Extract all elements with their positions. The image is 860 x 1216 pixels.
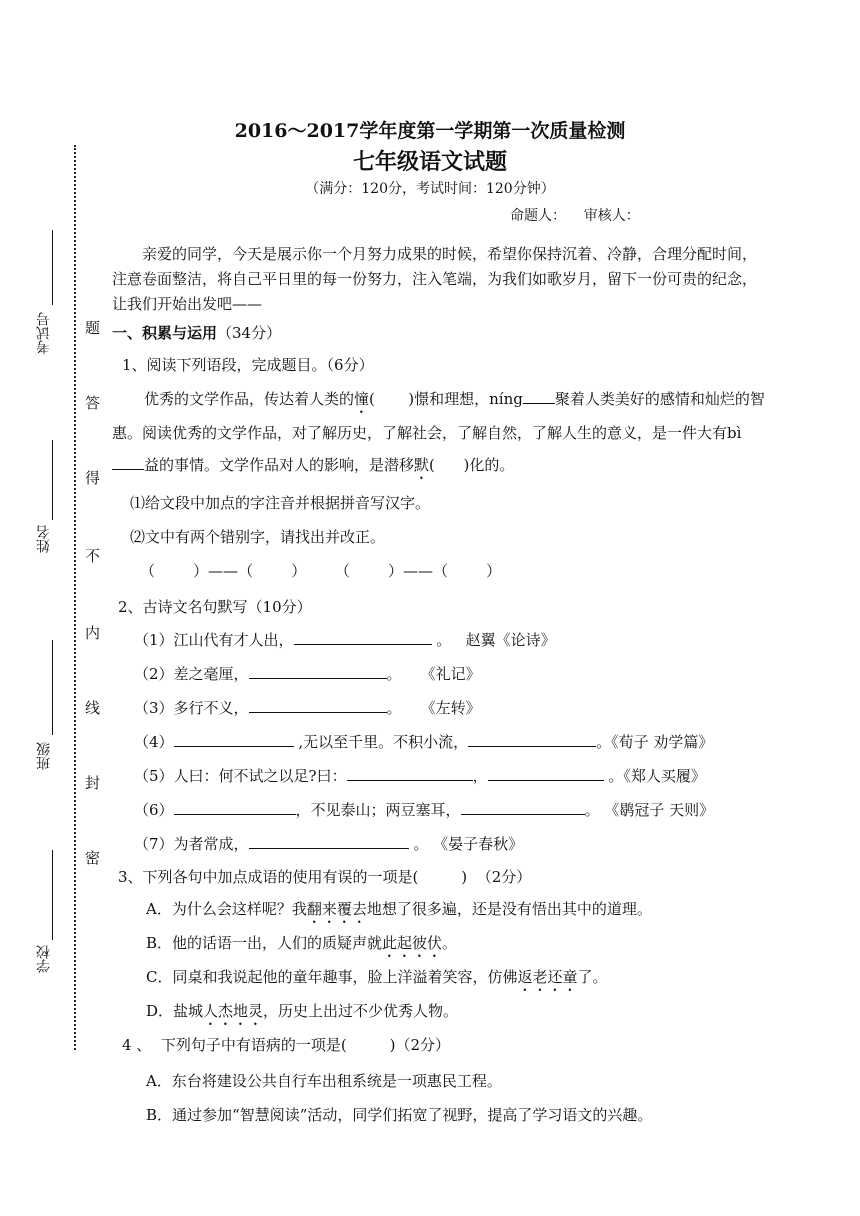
poem-text: （6） <box>134 801 174 819</box>
poem-text: 。《荀子 劝学篇》 <box>596 733 714 751</box>
poem-text: ,无以至千里。不积小流， <box>293 733 469 751</box>
class-line <box>52 640 53 735</box>
question-3-stem: 3、下列各句中加点成语的使用有误的一项是( ) （2分） <box>118 868 532 886</box>
option-text: ，历史上出过不少优秀人物。 <box>263 1002 459 1020</box>
name-label: 姓名 <box>36 525 52 553</box>
seal-char: 内 <box>83 625 101 640</box>
seal-char: 得 <box>83 470 101 485</box>
poem-blank[interactable] <box>488 764 604 781</box>
section-heading <box>112 322 281 343</box>
seal-char: 不 <box>83 548 101 563</box>
school-label: 学校 <box>36 945 52 973</box>
seal-char: 密 <box>83 850 101 865</box>
poem-item <box>134 832 523 854</box>
poem-blank[interactable] <box>174 798 296 815</box>
poem-text: 。 《鹖冠子 天则》 <box>584 801 715 819</box>
option-text: 了。 <box>577 968 608 986</box>
poem-item <box>134 798 714 820</box>
option-c[interactable] <box>146 966 608 995</box>
option-d[interactable] <box>146 1000 458 1029</box>
section-score: （34分） <box>217 324 282 342</box>
passage-text: 益的事情。文学作品对人的影响，是潜移 <box>144 456 415 474</box>
poem-text: ， <box>472 767 488 785</box>
seal-char: 封 <box>83 775 101 790</box>
exam-number-line <box>52 230 53 305</box>
poem-blank[interactable] <box>249 662 387 679</box>
answer-blank[interactable] <box>523 389 555 404</box>
passage-text: 优秀的文学作品，传达着人类的 <box>144 390 355 408</box>
option-a[interactable] <box>146 898 652 927</box>
class-label: 班级 <box>36 742 52 770</box>
poem-item <box>134 628 556 650</box>
question-1-sub1: ⑴给文段中加点的字注音并根据拼音写汉字。 <box>130 494 431 512</box>
option-a[interactable]: A．东台将建设公共自行车出租系统是一项惠民工程。 <box>146 1072 502 1090</box>
exam-title: 2016～2017学年度第一学期第一次质量检测 <box>234 120 626 142</box>
option-text: B．他的话语一出，人们的质疑声就 <box>146 934 383 952</box>
passage-text: 聚着人类美好的感情和灿烂的智惠。阅读优秀的文学作品，对了解历史，了解社会，了解自然，了解人生的意义，是一件大有bì <box>112 390 765 442</box>
passage-text: ( )化的。 <box>429 456 515 474</box>
section-title: 一、积累与运用 <box>112 324 218 342</box>
poem-text: 。 《礼记》 <box>386 665 481 683</box>
dotted-idiom: 翻来覆去 <box>306 900 367 918</box>
authors-line: 命题人： 审核人： <box>510 208 640 224</box>
option-text: 地想了很多遍，还是没有悟出其中的道理。 <box>366 900 652 918</box>
option-b[interactable] <box>146 932 457 961</box>
poem-text: ，不见泰山；两豆塞耳， <box>295 801 461 819</box>
seal-char: 线 <box>83 700 101 715</box>
dotted-idiom: 返老还童 <box>517 968 578 986</box>
school-line <box>52 850 53 940</box>
dotted-char: 默 <box>414 456 430 474</box>
seal-char: 题 <box>83 320 101 335</box>
option-text: C．同桌和我说起他的童年趣事，脸上洋溢着笑容，仿佛 <box>146 968 518 986</box>
poem-blank[interactable] <box>249 696 387 713</box>
intro-paragraph: 亲爱的同学，今天是展示你一个月努力成果的时候，希望你保持沉着、冷静，合理分配时间，注意卷面整洁，将自己平日里的每一份努力，注入笔端，为我们如歌岁月，留下一份可贵的纪念，让我们开始出发吧—— <box>112 245 758 313</box>
passage-text: ( )憬和理想，níng <box>369 390 523 408</box>
poem-text: 。 赵翼《论诗》 <box>431 631 556 649</box>
question-1-answer-line[interactable]: （ ）——（ ） （ ）——（ ） <box>140 562 502 580</box>
poem-text: （4） <box>134 733 174 751</box>
poem-blank[interactable] <box>294 628 432 645</box>
poem-blank[interactable] <box>347 764 473 781</box>
name-line <box>52 440 53 520</box>
binding-dotted-line <box>74 145 76 1050</box>
exam-number-label: 考试号 <box>36 312 52 354</box>
exam-info: （满分：120分，考试时间：120分钟） <box>305 181 555 197</box>
option-b[interactable]: B．通过参加“智慧阅读”活动，同学们拓宽了视野，提高了学习语文的兴趣。 <box>146 1106 653 1124</box>
poem-text: 。《郑人买履》 <box>603 767 706 785</box>
dotted-char: 憧 <box>354 390 370 408</box>
question-1-passage <box>112 383 768 483</box>
seal-char: 答 <box>83 395 101 410</box>
poem-text: 。 《晏子春秋》 <box>408 835 524 853</box>
question-2-stem: 2、古诗文名句默写（10分） <box>118 598 312 616</box>
poem-text: （1）江山代有才人出， <box>134 631 294 649</box>
poem-text: （2）差之毫厘， <box>134 665 249 683</box>
question-4-stem: 4 、 下列句子中有语病的一项是( )（2分） <box>122 1036 451 1054</box>
poem-blank[interactable] <box>461 798 585 815</box>
question-1-sub2: ⑵文中有两个错别字，请找出并改正。 <box>130 528 386 546</box>
dotted-idiom: 人杰地灵 <box>203 1002 264 1020</box>
question-1-stem: 1、阅读下列语段，完成题目。（6分） <box>122 356 374 374</box>
poem-item <box>134 764 706 786</box>
poem-item <box>134 730 713 752</box>
option-text: A．为什么会这样呢？我 <box>146 900 307 918</box>
option-text: D．盐城 <box>146 1002 204 1020</box>
poem-text: （5）人曰：何不试之以足?曰： <box>134 767 347 785</box>
poem-item <box>134 696 481 718</box>
poem-text: 。 《左转》 <box>386 699 481 717</box>
poem-text: （7）为者常成， <box>134 835 249 853</box>
poem-item <box>134 662 481 684</box>
answer-blank[interactable] <box>112 455 144 470</box>
exam-subject-title: 七年级语文试题 <box>352 149 507 175</box>
option-text: 。 <box>442 934 458 952</box>
dotted-idiom: 此起彼伏 <box>382 934 443 952</box>
poem-blank[interactable] <box>249 832 409 849</box>
poem-blank[interactable] <box>174 730 294 747</box>
poem-blank[interactable] <box>468 730 596 747</box>
poem-text: （3）多行不义， <box>134 699 249 717</box>
